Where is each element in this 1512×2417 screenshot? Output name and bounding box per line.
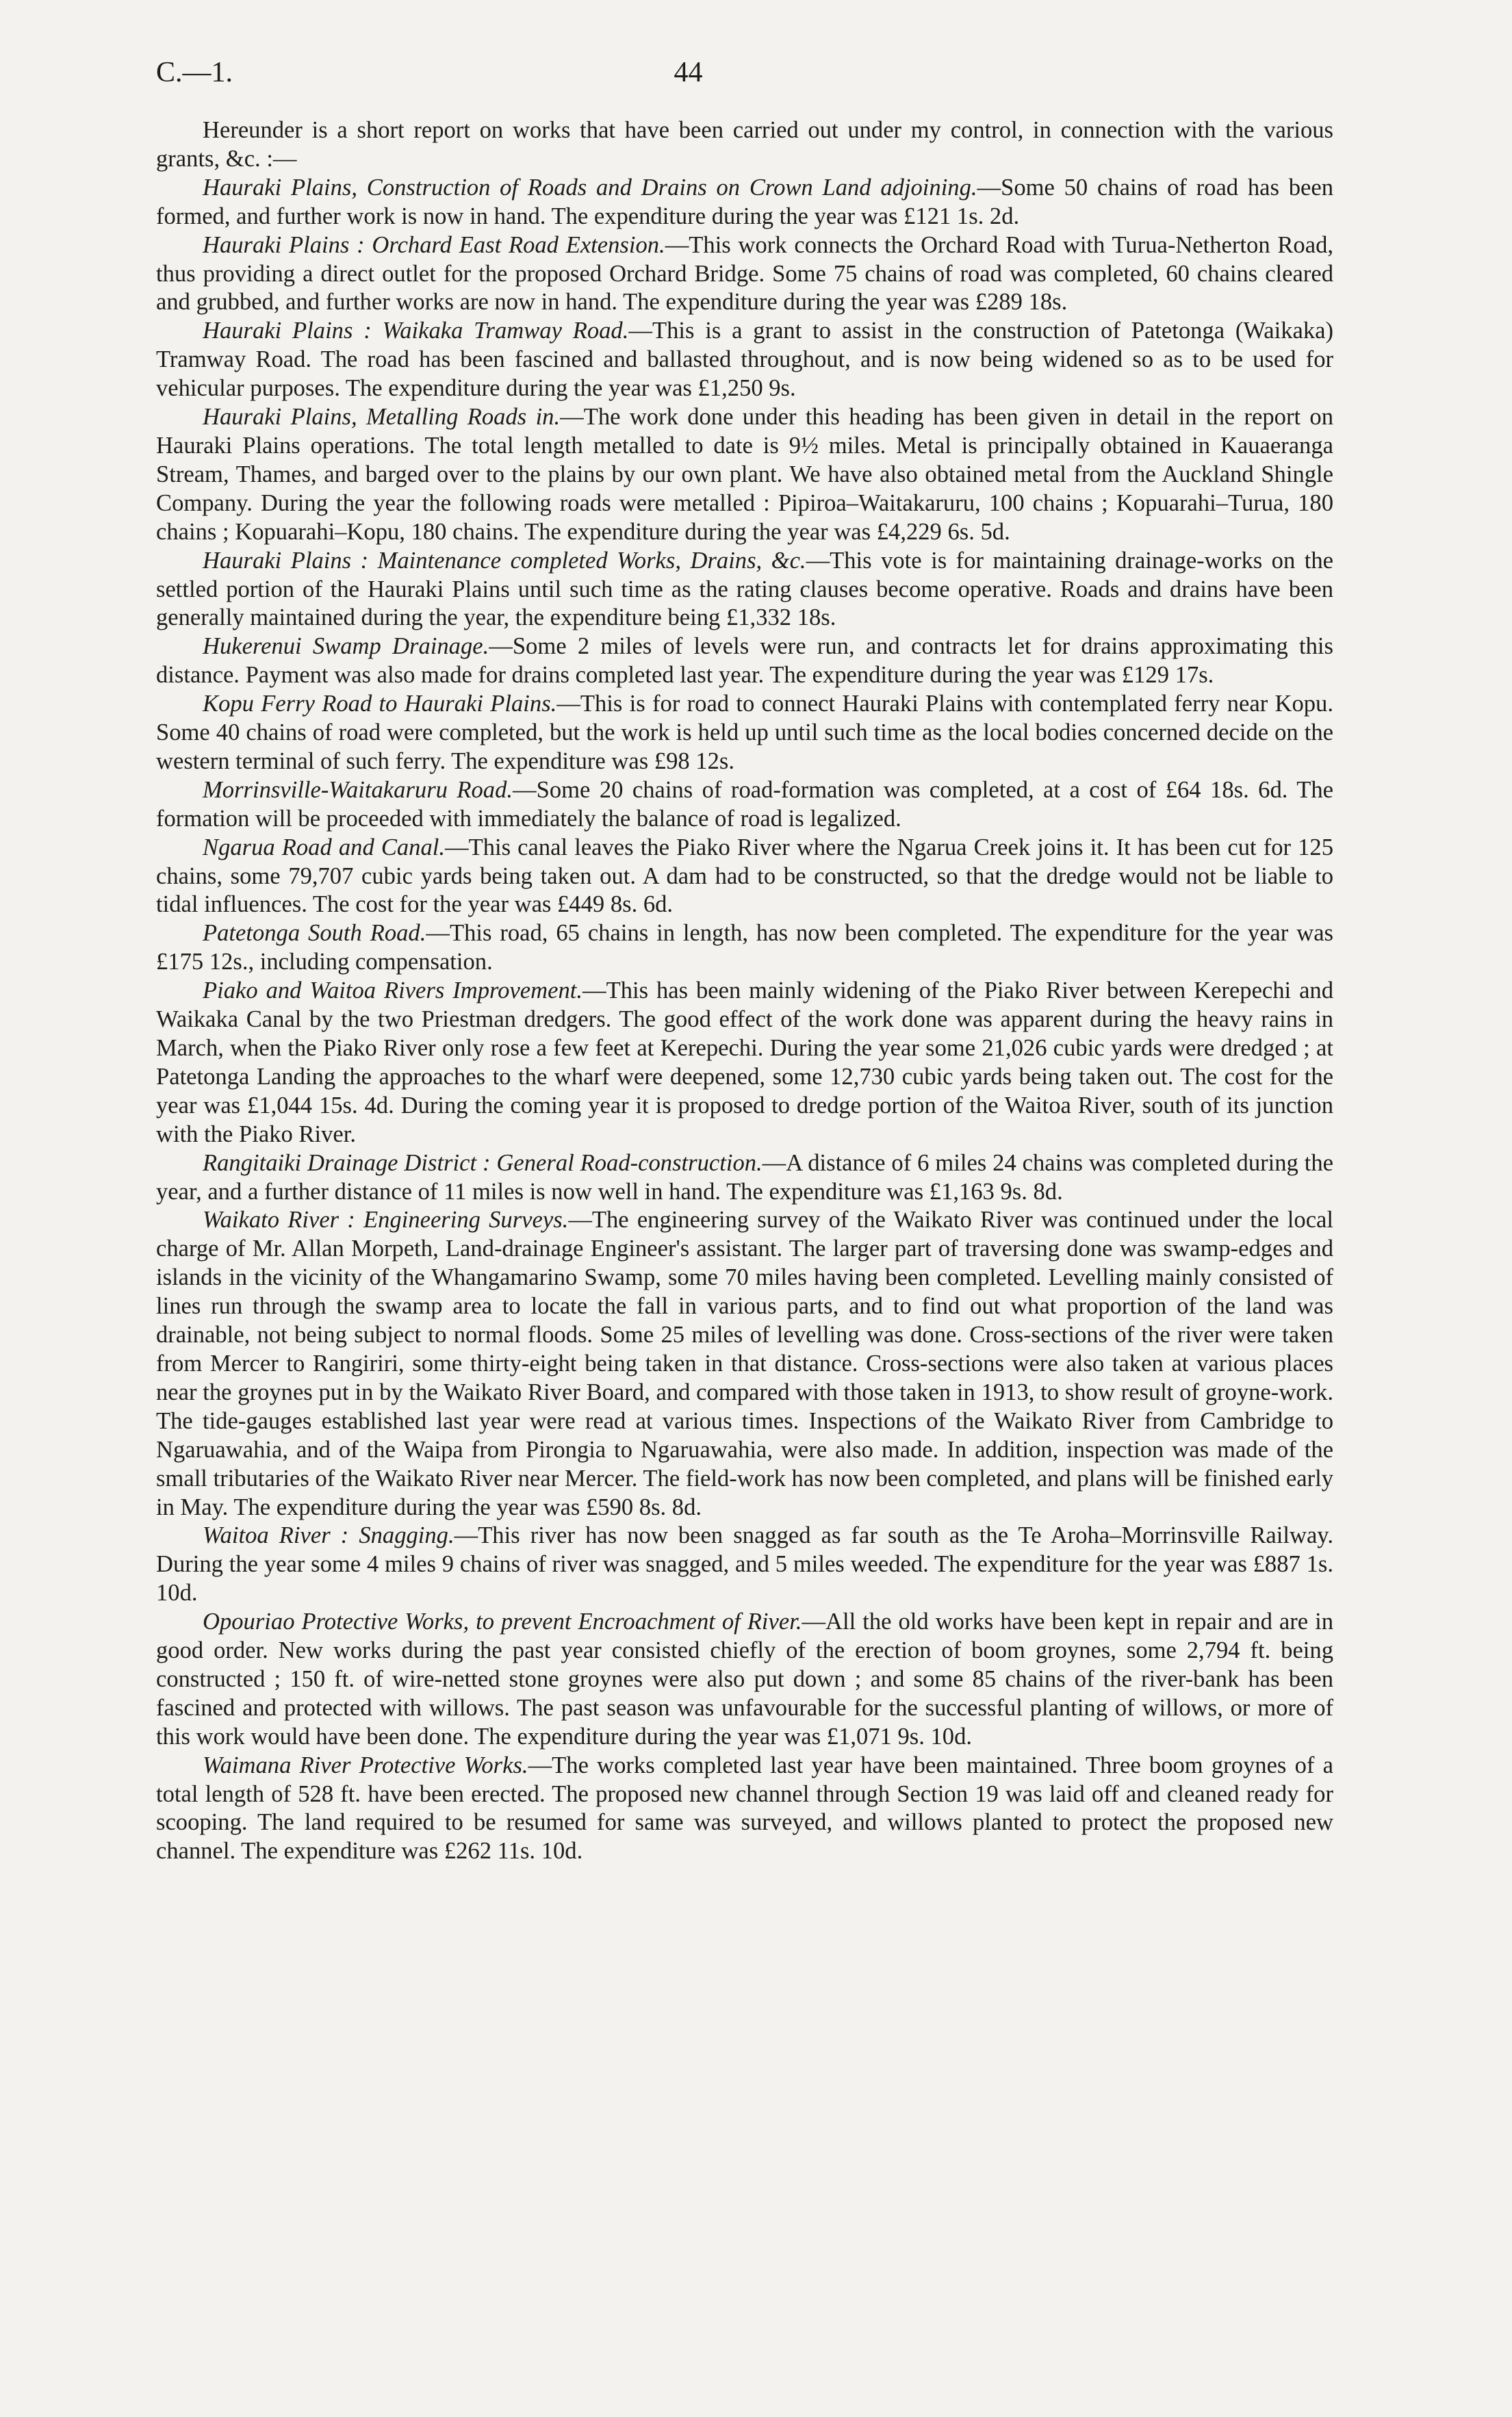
section-text: —The works completed last year have been maintained. Three boom groynes of a total length of 528 ft. have been erected. The proposed new channel through Section 19 was laid off and cleaned ready for scooping. The land required to be resumed for same was surveyed, and willows planted to protect the proposed new channel. The expenditure was £262 11s. 10d.: [156, 1752, 1333, 1865]
section-heading: Hauraki Plains : Waikaka Tramway Road.: [203, 318, 629, 344]
section-text: —Some 20 chains of road-formation was completed, at a cost of £64 18s. 6d. The formation will be proceeded with immediately the balance of road is legalized.: [156, 776, 1333, 832]
section-text: —This road, 65 chains in length, has now been completed. The expenditure for the year was £175 12s., including compensation.: [156, 920, 1333, 975]
section-heading: Hauraki Plains, Metalling Roads in.: [203, 404, 561, 431]
section-text: —All the old works have been kept in repair and are in good order. New works during the past year consisted chiefly of the erection of boom groynes, some 2,794 ft. being constructed ; 150 ft. of wire-netted stone groynes were also put down ; and some 85 chains of the river-bank has been fascined and protected with willows. The past season was unfavourable for the successful planting of willows, or more of this work would have been done. The expenditure during the year was £1,071 9s. 10d.: [156, 1609, 1333, 1750]
section-text: —This vote is for maintaining drainage-works on the settled portion of the Hauraki Plains until such time as the rating clauses become operative. Roads and drains have been generally maintained during the year, the expenditure being £1,332 18s.: [156, 547, 1333, 631]
section-paragraph: [156, 834, 1333, 920]
section-text: —This river has now been snagged as far south as the Te Aroha–Morrinsville Railway. During the year some 4 miles 9 chains of river was snagged, and 5 miles weeded. The expenditure for the year was £887 1s. 10d.: [156, 1522, 1333, 1607]
page-number: 44: [674, 57, 703, 88]
section-paragraph: [156, 174, 1333, 231]
section-paragraph: [156, 977, 1333, 1149]
document-reference: C.—1.: [156, 57, 233, 88]
section-paragraph: [156, 632, 1333, 690]
section-heading: Hauraki Plains, Construction of Roads and Drains on Crown Land adjoining.: [203, 174, 977, 201]
page-header: [156, 56, 1356, 97]
section-text: —This is for road to connect Hauraki Plains with contemplated ferry near Kopu. Some 40 chains of road were completed, but the work is held up until such time as the local bodies concerned decide on the western terminal of such ferry. The expenditure was £98 12s.: [156, 691, 1333, 774]
section-text: —Some 2 miles of levels were run, and contracts let for drains approximating this distance. Payment was also made for drains completed last year. The expenditure during the year was £129 17s.: [156, 633, 1333, 689]
report-body: [156, 116, 1333, 1866]
section-heading: Waitoa River : Snagging.: [203, 1522, 454, 1549]
section-paragraph: [156, 317, 1333, 403]
section-heading: Rangitaiki Drainage District : General Road-construction.: [203, 1149, 763, 1176]
section-text: —This has been mainly widening of the Piako River between Kerepechi and Waikaka Canal by the two Priestman dredgers. The good effect of the work done was apparent during the heavy rains in March, when the Piako River only rose a few feet at Kerepechi. During the year some 21,026 cubic yards were dredged ; at Patetonga Landing the approaches to the wharf were deepened, some 12,730 cubic yards being taken out. The cost for the year was £1,044 15s. 4d. During the coming year it is proposed to dredge portion of the Waitoa River, south of its junction with the Piako River.: [156, 977, 1333, 1147]
section-text: —This work connects the Orchard Road with Turua-Netherton Road, thus providing a direct outlet for the proposed Orchard Bridge. Some 75 chains of road was completed, 60 chains cleared and grubbed, and further works are now in hand. The expenditure during the year was £289 18s.: [156, 231, 1333, 316]
section-heading: Ngarua Road and Canal.: [203, 834, 446, 860]
section-heading: Waikato River : Engineering Surveys.: [203, 1207, 569, 1233]
section-heading: Opouriao Protective Works, to prevent Encroachment of River.: [203, 1609, 802, 1635]
section-text: —Some 50 chains of road has been formed, and further work is now in hand. The expenditure during the year was £121 1s. 2d.: [156, 174, 1333, 229]
section-paragraph: [156, 919, 1333, 977]
section-paragraph: [156, 1149, 1333, 1207]
section-heading: Hauraki Plains : Orchard East Road Extension.: [203, 231, 665, 258]
section-text: —This is a grant to assist in the construction of Patetonga (Waikaka) Tramway Road. The road has been fascined and ballasted throughout, and is now being widened so as to be used for vehicular purposes. The expenditure during the year was £1,250 9s.: [156, 318, 1334, 402]
section-text: —The work done under this heading has been given in detail in the report on Hauraki Plains operations. The total length metalled to date is 9½ miles. Metal is principally obtained in Kauaeranga Stream, Thames, and barged over to the plains by our own plant. We have also obtained metal from the Auckland Shingle Company. During the year the following roads were metalled : Pipiroa–Waitakaruru, 100 chains ; Kopuarahi–Turua, 180 chains ; Kopuarahi–Kopu, 180 chains. The expenditure during the year was £4,229 6s. 5d.: [156, 404, 1334, 545]
section-heading: Patetonga South Road.: [203, 920, 426, 947]
section-paragraph: [156, 547, 1333, 633]
section-heading: Hukerenui Swamp Drainage.: [203, 633, 489, 660]
section-paragraph: [156, 403, 1333, 547]
section-text: —A distance of 6 miles 24 chains was completed during the year, and a further distance of 11 miles is now well in hand. The expenditure was £1,163 9s. 8d.: [156, 1149, 1333, 1205]
section-heading: Morrinsville-Waitakaruru Road.: [203, 776, 513, 803]
section-paragraph: [156, 231, 1333, 318]
section-paragraph: [156, 690, 1333, 776]
section-heading: Piako and Waitoa Rivers Improvement.: [203, 977, 583, 1004]
section-paragraph: [156, 1752, 1333, 1867]
section-heading: Waimana River Protective Works.: [203, 1752, 528, 1778]
section-text: —This canal leaves the Piako River where the Ngarua Creek joins it. It has been cut for 125 chains, some 79,707 cubic yards being taken out. A dam had to be constructed, so that the dredge would not be liable to tidal influences. The cost for the year was £449 8s. 6d.: [156, 834, 1333, 918]
intro-paragraph: Hereunder is a short report on works that have been carried out under my control, in connection with the various grants, &c. :—: [156, 117, 1333, 172]
section-heading: Hauraki Plains : Maintenance completed Works, Drains, &c.: [203, 547, 806, 574]
section-paragraph: [156, 1522, 1333, 1608]
section-paragraph: [156, 1608, 1333, 1752]
section-text: —The engineering survey of the Waikato River was continued under the local charge of Mr. Allan Morpeth, Land-drainage Engineer's assistant. The larger part of traversing done was swamp-edges and islands in the vicinity of the Whangamarino Swamp, some 70 miles having been completed. Levelling mainly consisted of lines run through the swamp area to locate the fall in various parts, and to find out what proportion of the land was drainable, not being subject to normal floods. Some 25 miles of levelling was done. Cross-sections of the river were taken from Mercer to Rangiriri, some thirty-eight being taken in that distance. Cross-sections were also taken at various places near the groynes put in by the Waikato River Board, and compared with those taken in 1913, to show result of groyne-work. The tide-gauges established last year were read at various times. Inspections of the Waikato River from Cambridge to Ngaruawahia, and of the Waipa from Pirongia to Ngaruawahia, were also made. In addition, inspection was made of the small tributaries of the Waikato River near Mercer. The field-work has now been completed, and plans will be finished early in May. The expenditure during the year was £590 8s. 8d.: [156, 1207, 1333, 1520]
section-heading: Kopu Ferry Road to Hauraki Plains.: [203, 691, 557, 717]
section-paragraph: [156, 776, 1333, 834]
section-paragraph: [156, 1206, 1333, 1522]
